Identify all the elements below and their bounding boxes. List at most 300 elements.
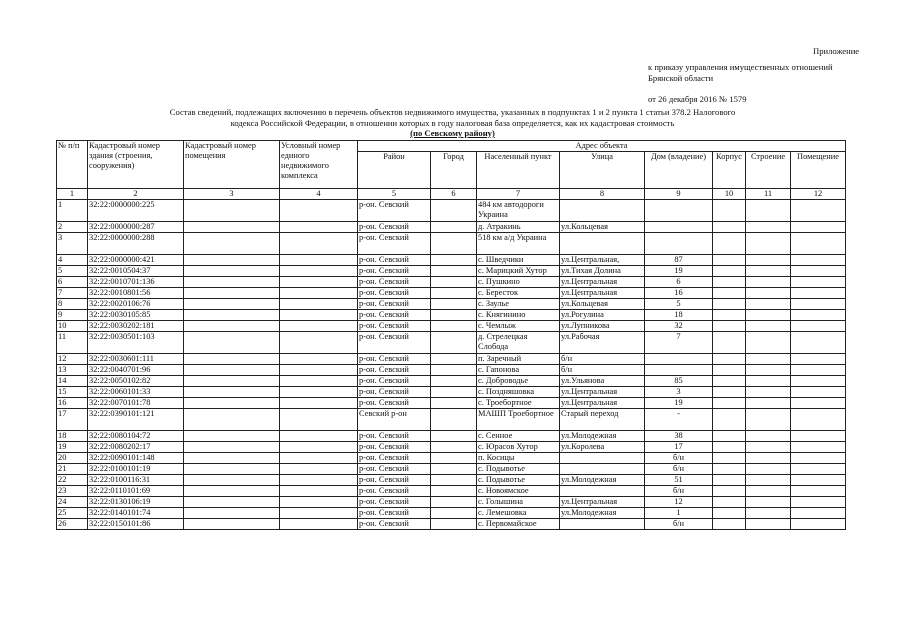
building-cell bbox=[746, 475, 791, 486]
room-cadastral-cell bbox=[184, 365, 280, 376]
street-cell: Старый переход bbox=[560, 409, 645, 431]
building-cell bbox=[746, 299, 791, 310]
building-cell bbox=[746, 266, 791, 277]
house-cell: - bbox=[645, 409, 713, 431]
city-cell bbox=[431, 497, 477, 508]
house-cell: 1 bbox=[645, 508, 713, 519]
cadastral-number-cell: 32:22:0010701:136 bbox=[88, 277, 184, 288]
room-cell bbox=[791, 222, 846, 233]
room-cadastral-cell bbox=[184, 266, 280, 277]
column-number: 7 bbox=[477, 189, 560, 200]
room-cadastral-cell bbox=[184, 277, 280, 288]
korpus-cell bbox=[713, 453, 746, 464]
row-number-cell: 2 bbox=[57, 222, 88, 233]
house-cell bbox=[645, 200, 713, 222]
conditional-number-cell bbox=[280, 310, 358, 321]
conditional-number-cell bbox=[280, 398, 358, 409]
room-cell bbox=[791, 398, 846, 409]
order-line-2: Брянской области bbox=[648, 73, 714, 83]
house-cell: б/н bbox=[645, 453, 713, 464]
table-row bbox=[57, 277, 846, 288]
room-cell bbox=[791, 508, 846, 519]
district-cell: р-он. Севский bbox=[358, 508, 431, 519]
building-cell bbox=[746, 321, 791, 332]
conditional-number-cell bbox=[280, 233, 358, 255]
room-cell bbox=[791, 475, 846, 486]
house-cell: 7 bbox=[645, 332, 713, 354]
locality-cell: с. Юрасов Хутор bbox=[477, 442, 560, 453]
cadastral-number-cell: 32:22:0140101:74 bbox=[88, 508, 184, 519]
korpus-cell bbox=[713, 475, 746, 486]
conditional-number-cell bbox=[280, 332, 358, 354]
table-row bbox=[57, 464, 846, 475]
district-cell: р-он. Севский bbox=[358, 486, 431, 497]
city-cell bbox=[431, 332, 477, 354]
korpus-cell bbox=[713, 431, 746, 442]
room-cadastral-cell bbox=[184, 310, 280, 321]
building-cell bbox=[746, 431, 791, 442]
district-cell: р-он. Севский bbox=[358, 431, 431, 442]
room-cadastral-cell bbox=[184, 332, 280, 354]
district-cell: р-он. Севский bbox=[358, 464, 431, 475]
house-cell: 32 bbox=[645, 321, 713, 332]
korpus-cell bbox=[713, 376, 746, 387]
locality-cell: с. Подывотье bbox=[477, 475, 560, 486]
district-cell: р-он. Севский bbox=[358, 365, 431, 376]
room-cell bbox=[791, 288, 846, 299]
korpus-cell bbox=[713, 442, 746, 453]
row-number-cell: 23 bbox=[57, 486, 88, 497]
korpus-cell bbox=[713, 519, 746, 530]
header-district: Район bbox=[358, 152, 431, 189]
building-cell bbox=[746, 508, 791, 519]
property-table bbox=[56, 140, 846, 530]
column-number: 2 bbox=[88, 189, 184, 200]
conditional-number-cell bbox=[280, 409, 358, 431]
table-row bbox=[57, 508, 846, 519]
column-number: 3 bbox=[184, 189, 280, 200]
order-date: от 26 декабря 2016 № 1579 bbox=[648, 94, 747, 104]
street-cell bbox=[560, 233, 645, 255]
column-number: 10 bbox=[713, 189, 746, 200]
row-number-cell: 12 bbox=[57, 354, 88, 365]
city-cell bbox=[431, 508, 477, 519]
row-number-cell: 4 bbox=[57, 255, 88, 266]
conditional-number-cell bbox=[280, 453, 358, 464]
korpus-cell bbox=[713, 365, 746, 376]
house-cell bbox=[645, 222, 713, 233]
locality-cell: с. Новоямское bbox=[477, 486, 560, 497]
conditional-number-cell bbox=[280, 365, 358, 376]
row-number-cell: 20 bbox=[57, 453, 88, 464]
building-cell bbox=[746, 453, 791, 464]
table-row bbox=[57, 200, 846, 222]
building-cell bbox=[746, 497, 791, 508]
building-cell bbox=[746, 233, 791, 255]
street-cell: ул.Центральная bbox=[560, 288, 645, 299]
city-cell bbox=[431, 354, 477, 365]
city-cell bbox=[431, 387, 477, 398]
street-cell: ул.Центральная bbox=[560, 387, 645, 398]
street-cell: ул.Королева bbox=[560, 442, 645, 453]
conditional-number-cell bbox=[280, 354, 358, 365]
cadastral-number-cell: 32:22:0000000:288 bbox=[88, 233, 184, 255]
room-cadastral-cell bbox=[184, 354, 280, 365]
row-number-cell: 21 bbox=[57, 464, 88, 475]
building-cell bbox=[746, 222, 791, 233]
locality-cell: с. Бересток bbox=[477, 288, 560, 299]
room-cell bbox=[791, 200, 846, 222]
city-cell bbox=[431, 299, 477, 310]
room-cadastral-cell bbox=[184, 376, 280, 387]
room-cell bbox=[791, 233, 846, 255]
locality-cell: с. Шведчики bbox=[477, 255, 560, 266]
korpus-cell bbox=[713, 266, 746, 277]
document-title-line-1: Состав сведений, подлежащих включению в перечень объектов недвижимого имущества, указанных в подпунктах 1 и 2 пункта 1 статьи 378.2 Налогового bbox=[169, 107, 736, 117]
row-number-cell: 1 bbox=[57, 200, 88, 222]
house-cell: 38 bbox=[645, 431, 713, 442]
room-cell bbox=[791, 486, 846, 497]
room-cadastral-cell bbox=[184, 486, 280, 497]
cadastral-number-cell: 32:22:0030601:111 bbox=[88, 354, 184, 365]
room-cell bbox=[791, 354, 846, 365]
building-cell bbox=[746, 519, 791, 530]
room-cadastral-cell bbox=[184, 233, 280, 255]
room-cadastral-cell bbox=[184, 387, 280, 398]
cadastral-number-cell: 32:22:0000000:225 bbox=[88, 200, 184, 222]
header-street: Улица bbox=[560, 152, 645, 189]
building-cell bbox=[746, 409, 791, 431]
conditional-number-cell bbox=[280, 497, 358, 508]
room-cadastral-cell bbox=[184, 288, 280, 299]
city-cell bbox=[431, 277, 477, 288]
city-cell bbox=[431, 475, 477, 486]
column-number: 12 bbox=[791, 189, 846, 200]
city-cell bbox=[431, 431, 477, 442]
district-cell: р-он. Севский bbox=[358, 288, 431, 299]
street-cell: ул.Лупникова bbox=[560, 321, 645, 332]
korpus-cell bbox=[713, 486, 746, 497]
cadastral-number-cell: 32:22:0060101:33 bbox=[88, 387, 184, 398]
locality-cell: МАШП Троебортное bbox=[477, 409, 560, 431]
table-row bbox=[57, 387, 846, 398]
row-number-cell: 7 bbox=[57, 288, 88, 299]
room-cadastral-cell bbox=[184, 299, 280, 310]
building-cell bbox=[746, 277, 791, 288]
room-cadastral-cell bbox=[184, 475, 280, 486]
table-row bbox=[57, 365, 846, 376]
table-row bbox=[57, 497, 846, 508]
city-cell bbox=[431, 464, 477, 475]
cadastral-number-cell: 32:22:0100116:31 bbox=[88, 475, 184, 486]
room-cadastral-cell bbox=[184, 497, 280, 508]
house-cell: б/н bbox=[645, 519, 713, 530]
city-cell bbox=[431, 376, 477, 387]
table-row bbox=[57, 266, 846, 277]
conditional-number-cell bbox=[280, 321, 358, 332]
row-number-cell: 15 bbox=[57, 387, 88, 398]
conditional-number-cell bbox=[280, 200, 358, 222]
appendix-label: Приложение bbox=[813, 46, 860, 56]
room-cell bbox=[791, 255, 846, 266]
district-cell: р-он. Севский bbox=[358, 376, 431, 387]
conditional-number-cell bbox=[280, 442, 358, 453]
city-cell bbox=[431, 519, 477, 530]
column-number: 9 bbox=[645, 189, 713, 200]
room-cell bbox=[791, 299, 846, 310]
korpus-cell bbox=[713, 332, 746, 354]
header-city: Город bbox=[431, 152, 477, 189]
row-number-cell: 10 bbox=[57, 321, 88, 332]
table-row bbox=[57, 409, 846, 431]
building-cell bbox=[746, 288, 791, 299]
locality-cell: 518 км а/д Украина bbox=[477, 233, 560, 255]
cadastral-number-cell: 32:22:0080202:17 bbox=[88, 442, 184, 453]
conditional-number-cell bbox=[280, 255, 358, 266]
conditional-number-cell bbox=[280, 464, 358, 475]
street-cell: ул.Центральная bbox=[560, 277, 645, 288]
room-cadastral-cell bbox=[184, 508, 280, 519]
city-cell bbox=[431, 409, 477, 431]
room-cell bbox=[791, 497, 846, 508]
street-cell bbox=[560, 464, 645, 475]
street-cell: б/н bbox=[560, 365, 645, 376]
room-cadastral-cell bbox=[184, 409, 280, 431]
room-cadastral-cell bbox=[184, 398, 280, 409]
table-row bbox=[57, 486, 846, 497]
cadastral-number-cell: 32:22:0010801:56 bbox=[88, 288, 184, 299]
korpus-cell bbox=[713, 464, 746, 475]
table-row bbox=[57, 310, 846, 321]
locality-cell: д. Стрелецкая Слобода bbox=[477, 332, 560, 354]
cadastral-number-cell: 32:22:0030501:103 bbox=[88, 332, 184, 354]
building-cell bbox=[746, 255, 791, 266]
district-cell: р-он. Севский bbox=[358, 299, 431, 310]
table-row bbox=[57, 376, 846, 387]
street-cell: ул.Ульянова bbox=[560, 376, 645, 387]
table-row bbox=[57, 354, 846, 365]
locality-cell: с. Княгинино bbox=[477, 310, 560, 321]
korpus-cell bbox=[713, 200, 746, 222]
house-cell: 19 bbox=[645, 398, 713, 409]
cadastral-number-cell: 32:22:0090101:148 bbox=[88, 453, 184, 464]
city-cell bbox=[431, 453, 477, 464]
district-cell: р-он. Севский bbox=[358, 442, 431, 453]
city-cell bbox=[431, 310, 477, 321]
building-cell bbox=[746, 332, 791, 354]
korpus-cell bbox=[713, 497, 746, 508]
header-korpus: Корпус bbox=[713, 152, 746, 189]
street-cell: ул.Центральная bbox=[560, 497, 645, 508]
street-cell bbox=[560, 200, 645, 222]
cadastral-number-cell: 32:22:0070101:78 bbox=[88, 398, 184, 409]
house-cell: 6 bbox=[645, 277, 713, 288]
header-room: Помещение bbox=[791, 152, 846, 189]
cadastral-number-cell: 32:22:0150101:86 bbox=[88, 519, 184, 530]
building-cell bbox=[746, 365, 791, 376]
house-cell: 51 bbox=[645, 475, 713, 486]
house-cell: 3 bbox=[645, 387, 713, 398]
column-number: 1 bbox=[57, 189, 88, 200]
locality-cell: с. Заулье bbox=[477, 299, 560, 310]
header-num: № п/п bbox=[57, 141, 88, 189]
row-number-cell: 3 bbox=[57, 233, 88, 255]
cadastral-number-cell: 32:22:0080104:72 bbox=[88, 431, 184, 442]
cadastral-number-cell: 32:22:0110101:69 bbox=[88, 486, 184, 497]
building-cell bbox=[746, 442, 791, 453]
locality-cell: с. Троебортное bbox=[477, 398, 560, 409]
district-cell: р-он. Севский bbox=[358, 354, 431, 365]
district-cell: р-он. Севский bbox=[358, 321, 431, 332]
city-cell bbox=[431, 200, 477, 222]
district-cell: р-он. Севский bbox=[358, 222, 431, 233]
room-cell bbox=[791, 453, 846, 464]
locality-cell: с. Сенное bbox=[477, 431, 560, 442]
korpus-cell bbox=[713, 310, 746, 321]
house-cell: 19 bbox=[645, 266, 713, 277]
city-cell bbox=[431, 442, 477, 453]
street-cell: ул.Рабочая bbox=[560, 332, 645, 354]
cadastral-number-cell: 32:22:0010504:37 bbox=[88, 266, 184, 277]
building-cell bbox=[746, 200, 791, 222]
locality-cell: п. Косицы bbox=[477, 453, 560, 464]
korpus-cell bbox=[713, 387, 746, 398]
row-number-cell: 18 bbox=[57, 431, 88, 442]
house-cell: 17 bbox=[645, 442, 713, 453]
conditional-number-cell bbox=[280, 508, 358, 519]
room-cell bbox=[791, 519, 846, 530]
column-number: 6 bbox=[431, 189, 477, 200]
district-cell: р-он. Севский bbox=[358, 453, 431, 464]
room-cadastral-cell bbox=[184, 453, 280, 464]
cadastral-number-cell: 32:22:0000000:287 bbox=[88, 222, 184, 233]
city-cell bbox=[431, 288, 477, 299]
document-title-district: (по Севскому району) bbox=[410, 128, 495, 138]
district-cell: р-он. Севский bbox=[358, 200, 431, 222]
table-row bbox=[57, 233, 846, 255]
column-number: 11 bbox=[746, 189, 791, 200]
room-cadastral-cell bbox=[184, 431, 280, 442]
locality-cell: с. Поздняшовка bbox=[477, 387, 560, 398]
korpus-cell bbox=[713, 233, 746, 255]
house-cell bbox=[645, 233, 713, 255]
room-cell bbox=[791, 266, 846, 277]
column-number: 4 bbox=[280, 189, 358, 200]
header-cad-room: Кадастровый номер помещения bbox=[184, 141, 280, 189]
building-cell bbox=[746, 376, 791, 387]
locality-cell: с. Чемлыж bbox=[477, 321, 560, 332]
row-number-cell: 6 bbox=[57, 277, 88, 288]
district-cell: р-он. Севский bbox=[358, 233, 431, 255]
district-cell: р-он. Севский bbox=[358, 398, 431, 409]
table-row bbox=[57, 299, 846, 310]
korpus-cell bbox=[713, 299, 746, 310]
house-cell bbox=[645, 354, 713, 365]
locality-cell: с. Доброводье bbox=[477, 376, 560, 387]
street-cell: ул.Тихая Долина bbox=[560, 266, 645, 277]
district-cell: Севский р-он bbox=[358, 409, 431, 431]
locality-cell: с. Голышина bbox=[477, 497, 560, 508]
conditional-number-cell bbox=[280, 376, 358, 387]
building-cell bbox=[746, 398, 791, 409]
cadastral-number-cell: 32:22:0390101:121 bbox=[88, 409, 184, 431]
district-cell: р-он. Севский bbox=[358, 497, 431, 508]
room-cell bbox=[791, 310, 846, 321]
building-cell bbox=[746, 387, 791, 398]
house-cell: 87 bbox=[645, 255, 713, 266]
street-cell bbox=[560, 453, 645, 464]
locality-cell: с. Марицкий Хутор bbox=[477, 266, 560, 277]
row-number-cell: 5 bbox=[57, 266, 88, 277]
row-number-cell: 16 bbox=[57, 398, 88, 409]
table-row bbox=[57, 453, 846, 464]
district-cell: р-он. Севский bbox=[358, 277, 431, 288]
table-row bbox=[57, 332, 846, 354]
table-row bbox=[57, 475, 846, 486]
room-cell bbox=[791, 464, 846, 475]
conditional-number-cell bbox=[280, 475, 358, 486]
korpus-cell bbox=[713, 409, 746, 431]
room-cell bbox=[791, 431, 846, 442]
locality-cell: п. Заречный bbox=[477, 354, 560, 365]
row-number-cell: 25 bbox=[57, 508, 88, 519]
street-cell bbox=[560, 486, 645, 497]
street-cell: ул.Кольцевая bbox=[560, 299, 645, 310]
table-row bbox=[57, 321, 846, 332]
street-cell: ул.Кольцевая bbox=[560, 222, 645, 233]
locality-cell: с. Подывотье bbox=[477, 464, 560, 475]
building-cell bbox=[746, 354, 791, 365]
conditional-number-cell bbox=[280, 266, 358, 277]
building-cell bbox=[746, 464, 791, 475]
cadastral-number-cell: 32:22:0050102:82 bbox=[88, 376, 184, 387]
locality-cell: с. Первомайское bbox=[477, 519, 560, 530]
conditional-number-cell bbox=[280, 486, 358, 497]
city-cell bbox=[431, 486, 477, 497]
cadastral-number-cell: 32:22:0040701:96 bbox=[88, 365, 184, 376]
street-cell: ул.Центральная, bbox=[560, 255, 645, 266]
table-row bbox=[57, 288, 846, 299]
locality-cell: с. Гапонова bbox=[477, 365, 560, 376]
street-cell bbox=[560, 519, 645, 530]
district-cell: р-он. Севский bbox=[358, 266, 431, 277]
locality-cell: 484 км автодороги Украина bbox=[477, 200, 560, 222]
room-cell bbox=[791, 365, 846, 376]
house-cell: б/н bbox=[645, 486, 713, 497]
conditional-number-cell bbox=[280, 387, 358, 398]
street-cell: б/н bbox=[560, 354, 645, 365]
locality-cell: с. Лемешовка bbox=[477, 508, 560, 519]
row-number-cell: 13 bbox=[57, 365, 88, 376]
city-cell bbox=[431, 255, 477, 266]
korpus-cell bbox=[713, 508, 746, 519]
cadastral-number-cell: 32:22:0020106:76 bbox=[88, 299, 184, 310]
cadastral-number-cell: 32:22:0030105:85 bbox=[88, 310, 184, 321]
room-cell bbox=[791, 387, 846, 398]
column-number-row bbox=[57, 189, 846, 200]
cadastral-number-cell: 32:22:0100101:19 bbox=[88, 464, 184, 475]
korpus-cell bbox=[713, 354, 746, 365]
header-address: Адрес объекта bbox=[358, 141, 846, 152]
header-house: Дом (владение) bbox=[645, 152, 713, 189]
korpus-cell bbox=[713, 321, 746, 332]
header-building: Строение bbox=[746, 152, 791, 189]
district-cell: р-он. Севский bbox=[358, 310, 431, 321]
row-number-cell: 22 bbox=[57, 475, 88, 486]
street-cell: ул.Молодежная bbox=[560, 508, 645, 519]
district-cell: р-он. Севский bbox=[358, 255, 431, 266]
street-cell: ул.Молодежная bbox=[560, 431, 645, 442]
